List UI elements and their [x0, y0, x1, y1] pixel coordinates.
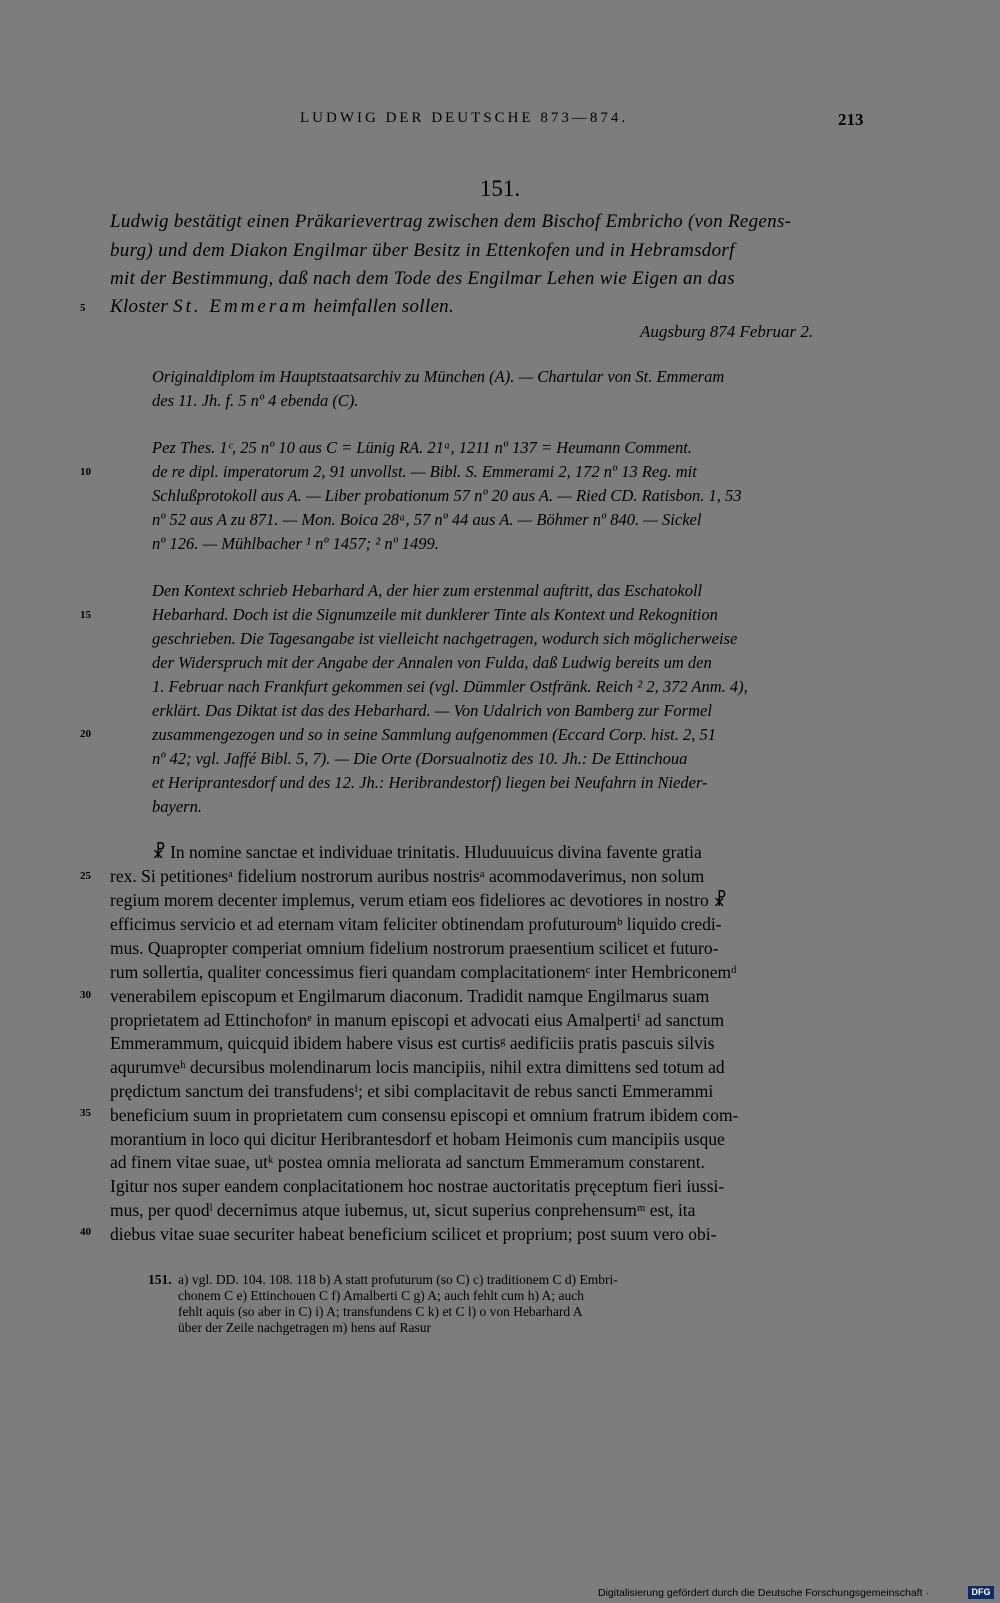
commentary-line: zusammengezogen und so in seine Sammlung aufgenommen (Eccard Corp. hist. 2, 51	[152, 725, 716, 744]
footnote-line: chonem C e) Ettinchouen C f) Amalberti C g) A; auch fehlt cum h) A; auch	[178, 1288, 585, 1303]
dateline: Augsburg 874 Februar 2.	[640, 322, 814, 341]
text-line: aqurumveʰ decursibus molendinarum locis mancipiis, nihil extra dimittens sed totum ad	[110, 1057, 725, 1077]
footnote-line: a) vgl. DD. 104. 108. 118 b) A statt profuturum (so C) c) traditionem C d) Embri-	[178, 1272, 618, 1287]
edition-line: de re dipl. imperatorum 2, 91 unvollst. — Bibl. S. Emmerami 2, 172 nº 13 Reg. mit	[152, 462, 697, 481]
text-line: mus. Quapropter comperiat omnium fidelium nostrorum praesentium scilicet et futuro-	[110, 938, 719, 958]
regest-line-1: Ludwig bestätigt einen Präkarievertrag zwischen dem Bischof Embricho (von Regens-	[110, 211, 792, 232]
commentary-line: erklärt. Das Diktat ist das des Hebarhard. — Von Udalrich von Bamberg zur Formel	[152, 701, 712, 720]
page-number: 213	[838, 110, 864, 129]
footnote-line: fehlt aquis (so aber in C) i) A; transfundens C k) et C l) o von Hebarhard A	[178, 1304, 583, 1319]
text-line: rex. Si petitionesᵃ fidelium nostrorum auribus nostrisᵃ acommodaverimus, non solum	[110, 866, 705, 886]
text-line: Emmerammum, quicquid ibidem habere visus est curtisᵍ aedificiis pratis pascuis silvis	[110, 1033, 715, 1053]
margin-line-number: 20	[80, 728, 91, 740]
document-number: 151.	[479, 176, 521, 201]
margin-line-number: 35	[80, 1107, 91, 1119]
margin-line-number: 10	[80, 466, 91, 478]
edition-line: Pez Thes. 1ᶜ, 25 nº 10 aus C = Lünig RA. 21ᵃ, 1211 nº 137 = Heumann Comment.	[152, 438, 692, 457]
tradition-line: des 11. Jh. f. 5 nº 4 ebenda (C).	[152, 391, 359, 410]
regest-line-3: mit der Bestimmung, daß nach dem Tode des Engilmar Lehen wie Eigen an das	[110, 268, 735, 289]
commentary-line: Hebarhard. Doch ist die Signumzeile mit dunklerer Tinte als Kontext und Rekognition	[152, 605, 718, 624]
text-line: Igitur nos super eandem conplacitationem hoc nostrae auctoritatis pręceptum fieri iussi-	[110, 1176, 725, 1196]
tradition-line: Originaldiplom im Hauptstaatsarchiv zu München (A). — Chartular von St. Emmeram	[152, 367, 725, 386]
commentary-line: bayern.	[152, 797, 202, 816]
edition-line: nº 126. — Mühlbacher ¹ nº 1457; ² nº 1499.	[152, 534, 439, 553]
margin-line-number: 15	[80, 609, 91, 621]
footnote-document-number: 151.	[148, 1272, 172, 1287]
margin-line-number: 30	[80, 989, 91, 1001]
text-line: ☧ In nomine sanctae et individuae trinitatis. Hluduuuicus divina favente gratia	[152, 842, 702, 862]
margin-line-number: 25	[80, 870, 91, 882]
regest-line-4: Kloster St. Emmeram heimfallen sollen.	[110, 296, 455, 317]
text-line: morantium in loco qui dicitur Heribrantesdorf et hobam Heimonis cum mancipiis usque	[110, 1129, 725, 1149]
text-line: venerabilem episcopum et Engilmarum diaconum. Tradidit namque Engilmarus suam	[110, 986, 710, 1006]
text-line: beneficium suum in proprietatem cum consensu episcopi et omnium fratrum ibidem com-	[110, 1105, 739, 1125]
edition-line: nº 52 aus A zu 871. — Mon. Boica 28ᵃ, 57 nº 44 aus A. — Böhmer nº 840. — Sickel	[152, 510, 702, 529]
commentary-line: geschrieben. Die Tagesangabe ist vielleicht nachgetragen, wodurch sich möglicherweise	[152, 629, 738, 648]
running-header: LUDWIG DER DEUTSCHE 873—874.	[300, 110, 629, 126]
text-line: proprietatem ad Ettinchofonᵉ in manum episcopi et advocati eius Amalpertiᶠ ad sanctum	[110, 1010, 725, 1030]
margin-line-number: 40	[80, 1226, 91, 1238]
text-line: diebus vitae suae securiter habeat beneficium scilicet et proprium; post suum vero obi-	[110, 1224, 717, 1244]
text-line: regium morem decenter implemus, verum etiam eos fideliores ac devotiores in nostro ☧	[110, 890, 727, 910]
commentary-line: et Heriprantesdorf und des 12. Jh.: Heribrandestorf) liegen bei Neufahrn in Nieder-	[152, 773, 708, 792]
dfg-logo-icon: DFG	[968, 1586, 994, 1599]
commentary-line: nº 42; vgl. Jaffé Bibl. 5, 7). — Die Orte (Dorsualnotiz des 10. Jh.: De Ettinchoua	[152, 749, 688, 768]
digitization-credit: Digitalisierung gefördert durch die Deutsche Forschungsgemeinschaft ·	[598, 1587, 929, 1599]
text-line: mus, per quodˡ decernimus atque iubemus, ut, sicut superius conprehensumᵐ est, ita	[110, 1200, 696, 1220]
commentary-line: der Widerspruch mit der Angabe der Annalen von Fulda, daß Ludwig bereits um den	[152, 653, 712, 672]
regest-line-2: burg) und dem Diakon Engilmar über Besitz in Ettenkofen und in Hebramsdorf	[110, 240, 735, 261]
footnote-line: über der Zeile nachgetragen m) hens auf Rasur	[178, 1320, 432, 1335]
margin-line-number: 5	[80, 302, 86, 314]
commentary-line: 1. Februar nach Frankfurt gekommen sei (vgl. Dümmler Ostfränk. Reich ² 2, 372 Anm. 4),	[152, 677, 748, 696]
text-line: ad finem vitae suae, utᵏ postea omnia meliorata ad sanctum Emmeramum constarent.	[110, 1152, 705, 1172]
text-line: rum sollertia, qualiter concessimus fieri quandam complacitationemᶜ inter Hembriconemᵈ	[110, 962, 737, 982]
edition-line: Schlußprotokoll aus A. — Liber probationum 57 nº 20 aus A. — Ried CD. Ratisbon. 1, 53	[152, 486, 742, 505]
commentary-line: Den Kontext schrieb Hebarhard A, der hier zum erstenmal auftritt, das Eschatokoll	[152, 581, 703, 600]
text-line: prędictum sanctum dei transfudensⁱ; et sibi complacitavit de rebus sancti Emmerammi	[110, 1081, 714, 1101]
text-line: efficimus servicio et ad eternam vitam feliciter obtinendam profuturoumᵇ liquido credi-	[110, 914, 722, 934]
